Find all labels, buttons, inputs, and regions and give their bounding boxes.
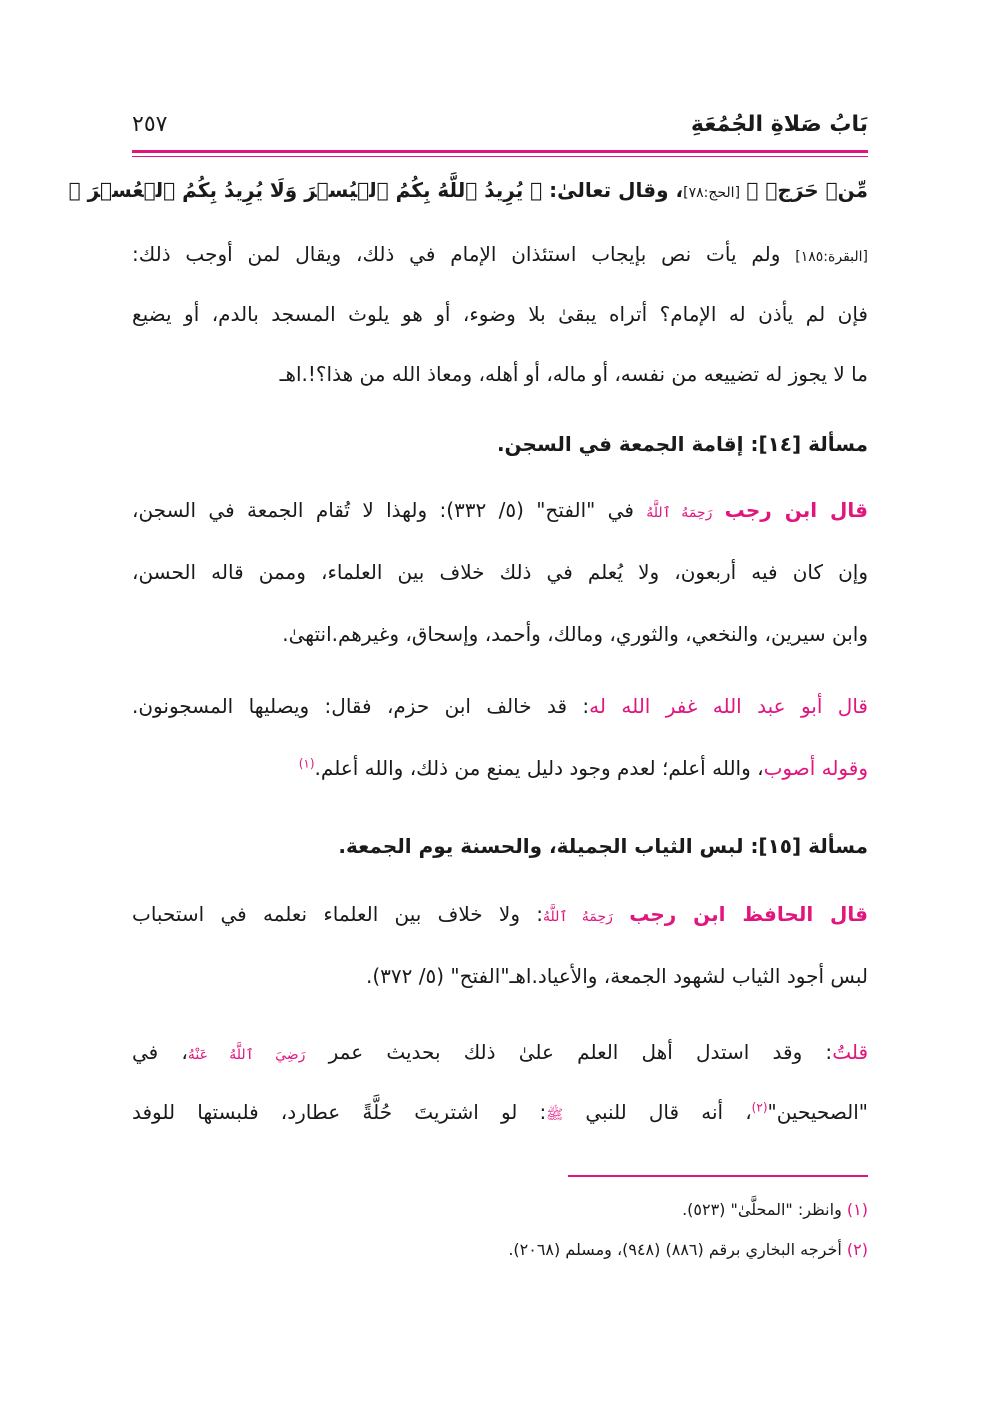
text-line: فإن لم يأذن له الإمام؟ أتراه يبقىٰ بلا وضوء، أو هو يلوث المسجد بالدم، أو يضيع xyxy=(132,302,868,326)
text-span: ولم يأت نص بإيجاب استئذان الإمام في ذلك، ويقال لمن أوجب ذلك: xyxy=(132,242,781,266)
text-line: لبس أجود الثياب لشهود الجمعة، والأعياد.اهـ"الفتح" (٥/ ٣٧٢). xyxy=(365,964,868,988)
header-rule-thick xyxy=(132,150,868,153)
honorific: رَضِيَ ٱللَّهُ عَنْهُ xyxy=(187,1047,306,1063)
text-span: "الصحيحين" xyxy=(767,1100,869,1124)
honorific: رَحِمَهُ ٱللَّهُ xyxy=(646,505,713,521)
honorific: ﷺ xyxy=(546,1107,564,1123)
text-span: في "الفتح" (٥/ ٣٣٢): ولهذا لا تُقام الجمعة في السجن، xyxy=(132,498,634,522)
speaker-label: قال ابن رجب xyxy=(724,498,868,522)
text-line xyxy=(132,1100,868,1126)
text-line: ما لا يجوز له تضييعه من نفسه، أو ماله، أو أهله، ومعاذ الله من هذا؟!.اهـ xyxy=(279,362,868,386)
text-line xyxy=(132,242,868,266)
verse-reference: [البقرة:١٨٥] xyxy=(795,249,868,265)
section-heading: مسألة [١٤]: إقامة الجمعة في السجن. xyxy=(496,432,868,456)
text-line xyxy=(68,178,868,202)
text-span: : ولا خلاف بين العلماء نعلمه في استحباب xyxy=(132,902,543,926)
footnote-number: (٢) xyxy=(846,1240,868,1259)
highlight-span: وقوله أصوب xyxy=(763,756,868,780)
text-span: : قد خالف ابن حزم، فقال: ويصليها المسجونون. xyxy=(132,694,590,718)
text-line: وإن كان فيه أربعون، ولا يُعلم في ذلك خلاف بين العلماء، وممن قاله الحسن، xyxy=(132,560,868,584)
verse-reference: [الحج:٧٨] xyxy=(683,185,741,201)
speaker-label: قال أبو عبد الله غفر الله له xyxy=(589,694,868,718)
quran-verse: مِّنۡ حَرَجٖ ﴾ xyxy=(746,178,868,202)
text-span: ، في xyxy=(132,1040,188,1064)
text-span: ، والله أعلم؛ لعدم وجود دليل يمنع من ذلك، والله أعلم. xyxy=(314,756,764,780)
chapter-title: بَابُ صَلاةِ الجُمُعَةِ xyxy=(690,112,868,137)
text-line xyxy=(132,902,868,926)
footnote-number: (١) xyxy=(846,1200,868,1219)
header-rule-thin xyxy=(132,156,868,157)
text-line xyxy=(132,694,868,718)
footnote-rule xyxy=(568,1175,868,1177)
page xyxy=(68,0,869,1418)
text-span: : لو اشتريتَ حُلَّةً عطارد، فلبستها للوفد xyxy=(132,1100,547,1124)
text-line xyxy=(132,498,868,522)
honorific: رَحِمَهُ ٱللَّهُ xyxy=(542,909,613,925)
text-line xyxy=(132,756,868,780)
text-line xyxy=(132,1040,868,1064)
section-heading: مسألة [١٥]: لبس الثياب الجميلة، والحسنة يوم الجمعة. xyxy=(338,834,868,858)
text-line: وابن سيرين، والنخعي، والثوري، ومالك، وأحمد، وإسحاق، وغيرهم.انتهىٰ. xyxy=(282,622,868,646)
speaker-label: قلتُ xyxy=(832,1040,869,1064)
footnote-text: وانظر: "المحلَّىٰ" (٥٢٣). xyxy=(682,1200,842,1219)
footnote-ref[interactable]: (٢) xyxy=(751,1100,768,1115)
text-span: ، أنه قال للنبي xyxy=(585,1100,752,1124)
footnote xyxy=(508,1240,868,1259)
page-number: ٢٥٧ xyxy=(132,112,168,137)
footnote-text: أخرجه البخاري برقم (٨٨٦) (٩٤٨)، ومسلم (٢٠٦٨). xyxy=(508,1240,842,1259)
text-span: : وقد استدل أهل العلم علىٰ ذلك بحديث عمر xyxy=(328,1040,833,1064)
footnote-ref[interactable]: (١) xyxy=(298,756,315,771)
footnote xyxy=(682,1200,868,1219)
quran-verse: ، وقال تعالىٰ: ﴿ يُرِيدُ ٱللَّهُ بِكُمُ ٱلۡيُسۡرَ وَلَا يُرِيدُ بِكُمُ ٱلۡعُسۡرَ ﴾ xyxy=(68,178,684,202)
running-header xyxy=(132,112,868,148)
speaker-label: قال الحافظ ابن رجب xyxy=(629,902,868,926)
